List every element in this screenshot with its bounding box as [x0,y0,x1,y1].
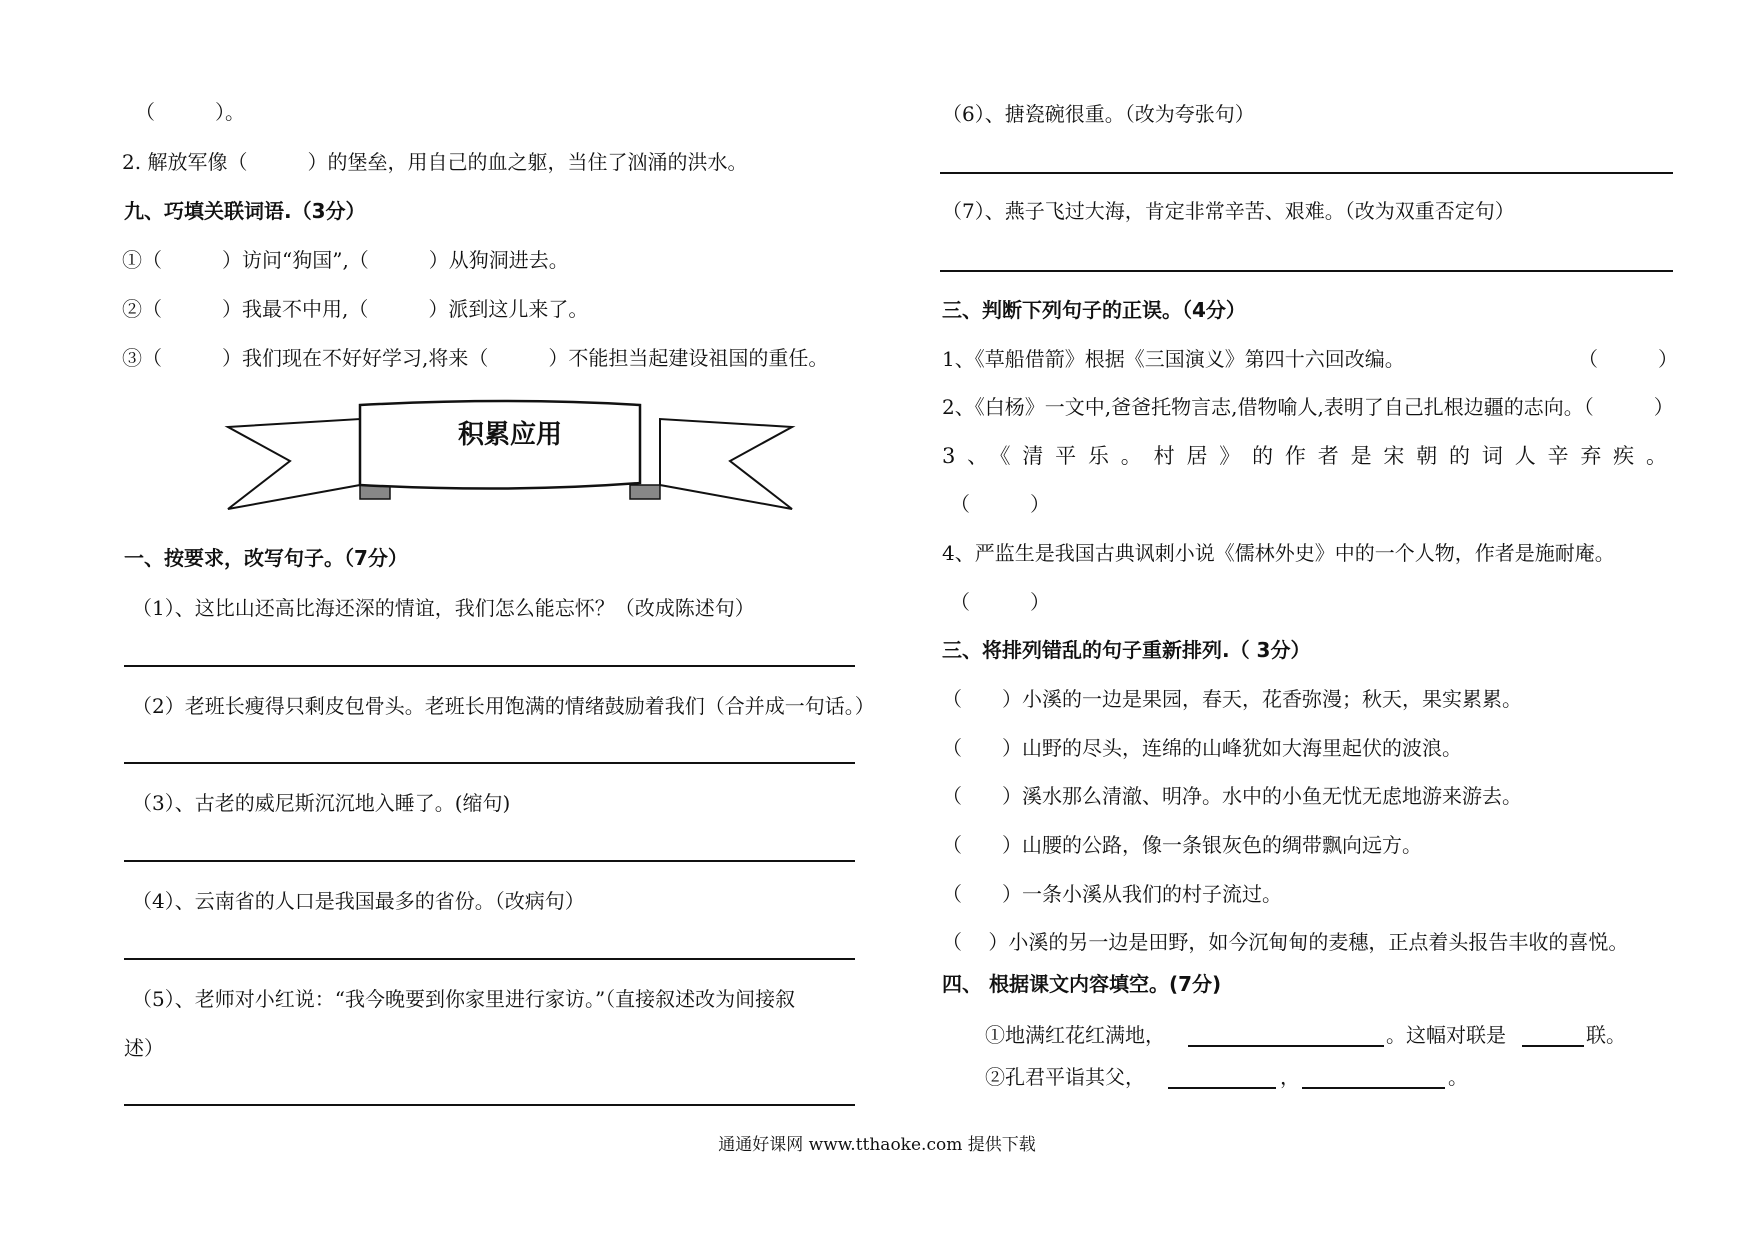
banner-title: 积累应用 [457,420,562,450]
order-item: （ ）山腰的公路，像一条银灰色的绸带飘向远方。 [942,833,1422,857]
order-section-title: 三、将排列错乱的句子重新排列.（ 3分） [942,638,1311,662]
answer-line [940,172,1673,174]
judge-answer-4: （ ） [950,590,1050,614]
order-item: （ ）一条小溪从我们的村子流过。 [942,882,1282,906]
blank-underline [1188,1045,1384,1047]
rewrite-q3: （3）、古老的威尼斯沉沉地入睡了。(缩句) [132,791,511,815]
rewrite-q4: （4）、云南省的人口是我国最多的省份。（改病句） [132,889,585,913]
answer-line [124,665,855,667]
judge-answer-1: （ ） [1578,347,1678,371]
answer-line [124,1104,855,1106]
question-2: 2. 解放军像（ ）的堡垒，用自己的血之躯，当住了汹涌的洪水。 [122,150,748,174]
rewrite-q5-line1: （5）、老师对小红说：“我今晚要到你家里进行家访。”（直接叙述改为间接叙 [132,987,796,1011]
conjunction-item-2: ②（ ）我最不中用,（ ）派到这儿来了。 [122,297,589,321]
conjunction-item-3: ③（ ）我们现在不好好学习,将来（ ）不能担当起建设祖国的重任。 [122,346,829,370]
answer-line [124,860,855,862]
classical-line-2: ②孔君平诣其父， [985,1065,1145,1089]
order-item: （ ）溪水那么清澈、明净。水中的小鱼无忧无虑地游来游去。 [942,784,1522,808]
judge-statement-2: 2、《白杨》一文中,爸爸托物言志,借物喻人,表明了自己扎根边疆的志向。（ ） [942,395,1674,419]
couplet-line-1: ①地满红花红满地， [985,1023,1165,1047]
couplet-line-1-end: 联。 [1586,1023,1626,1047]
section-1-title: 一、按要求，改写句子。（7分） [124,546,408,570]
blank-underline [1302,1087,1445,1089]
section-9-title: 九、巧填关联词语.（3分） [124,199,366,223]
judge-section-title: 三、判断下列句子的正误。（4分） [942,298,1246,322]
rewrite-q1: （1）、这比山还高比海还深的情谊，我们怎么能忘怀？（改成陈述句） [132,596,755,620]
order-item: （ ）小溪的一边是果园，春天，花香弥漫；秋天，果实累累。 [942,687,1522,711]
answer-line [124,958,855,960]
rewrite-q2: （2）老班长瘦得只剩皮包骨头。老班长用饱满的情绪鼓励着我们（合并成一句话。） [132,694,875,718]
fill-section-title: 四、 根据课文内容填空。(7分) [942,972,1222,996]
blank-underline [1168,1087,1276,1089]
rewrite-q7: （7）、燕子飞过大海，肯定非常辛苦、艰难。（改为双重否定句） [942,199,1515,223]
judge-statement-3: 3、《清平乐。村居》的作者是宋朝的词人辛弃疾。 [942,444,1667,468]
order-item: （ ）小溪的另一边是田野，如今沉甸甸的麦穗，正点着头报告丰收的喜悦。 [942,930,1629,954]
judge-statement-1: 1、《草船借箭》根据《三国演义》第四十六回改编。 [942,347,1405,371]
order-item: （ ）山野的尽头，连绵的山峰犹如大海里起伏的波浪。 [942,736,1462,760]
banner-ribbon-graphic [220,397,800,512]
couplet-line-1-mid: 。这幅对联是 [1386,1023,1506,1047]
judge-statement-4: 4、严监生是我国古典讽刺小说《儒林外史》中的一个人物，作者是施耐庵。 [942,541,1615,565]
rewrite-q6: （6）、搪瓷碗很重。（改为夸张句） [942,102,1255,126]
conjunction-item-1: ①（ ）访问“狗国”,（ ）从狗洞进去。 [122,248,569,272]
footer-credit: 通通好课网 www.tthaoke.com 提供下载 [718,1135,1036,1155]
blank-underline [1522,1045,1584,1047]
judge-answer-3: （ ） [950,492,1050,516]
classical-line-2-comma: ， [1280,1065,1300,1089]
classical-line-2-end: 。 [1448,1065,1468,1089]
blank-paren-line: （ ）。 [135,100,245,124]
answer-line [940,270,1673,272]
rewrite-q5-line2: 述） [124,1036,164,1060]
answer-line [124,762,855,764]
